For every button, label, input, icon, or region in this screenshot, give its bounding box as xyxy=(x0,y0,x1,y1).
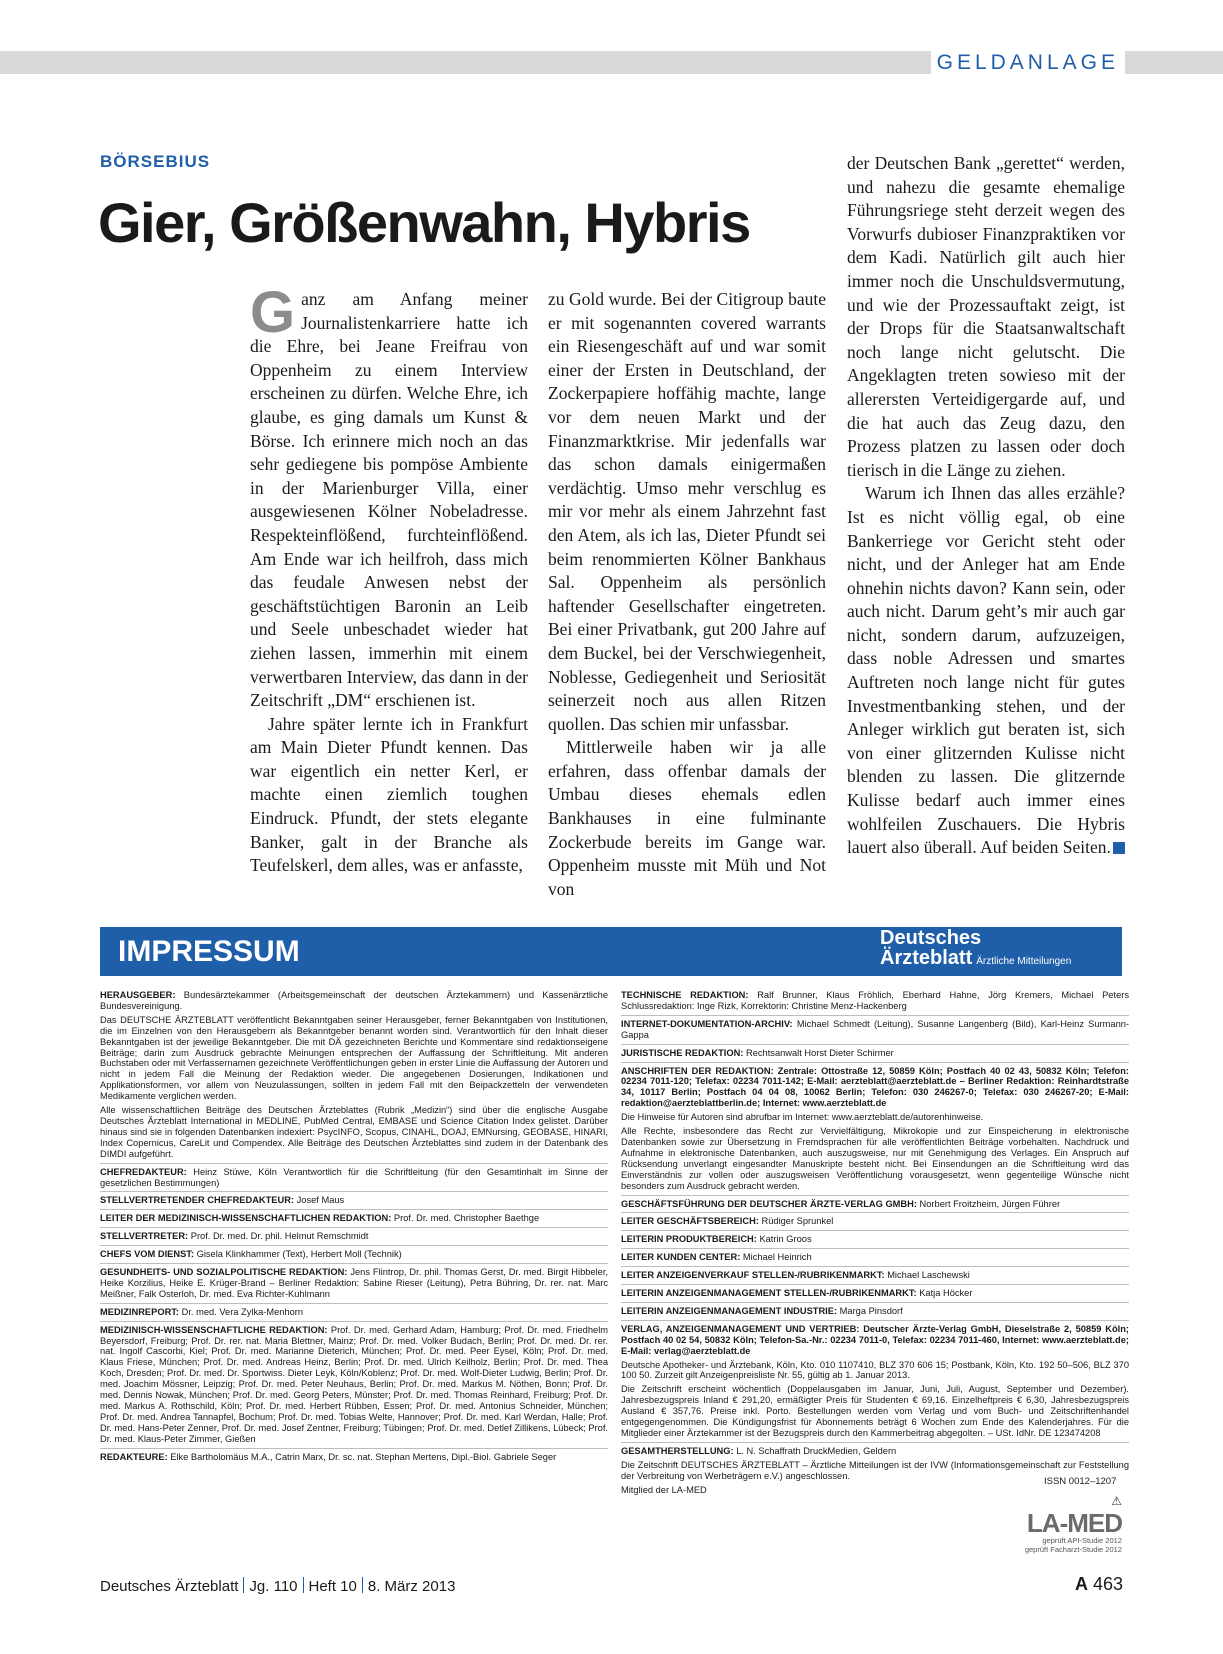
impressum-label: REDAKTEURE: xyxy=(100,1451,168,1462)
impressum-text: Gisela Klinkhammer (Text), Herbert Moll (Technik) xyxy=(196,1249,402,1260)
impressum-entry xyxy=(621,990,1129,1012)
impressum-text: Michael Heinrich xyxy=(742,1252,812,1263)
impressum-entry xyxy=(621,1360,1129,1382)
impressum-text: Bundesärztekammer (Arbeitsgemeinschaft der deutschen Ärztekammern) und Kassenärztliche Bundesvereinigung. xyxy=(100,990,608,1011)
impressum-label: GESUNDHEITS- UND SOZIALPOLITISCHE REDAKTION: xyxy=(100,1267,348,1278)
impressum-label: LEITERIN ANZEIGENMANAGEMENT INDUSTRIE: xyxy=(621,1305,838,1316)
impressum-text: Michael Laschewski xyxy=(887,1270,970,1281)
journal-logo xyxy=(880,928,1071,972)
article-column-2 xyxy=(548,288,826,901)
article-column-3 xyxy=(847,152,1125,860)
impressum-text: Katrin Groos xyxy=(759,1234,812,1245)
impressum-label: VERLAG, ANZEIGENMANAGEMENT UND VERTRIEB: xyxy=(621,1323,860,1334)
impressum-right-column xyxy=(621,990,1129,1499)
impressum-text: Katja Höcker xyxy=(919,1288,973,1299)
impressum-text: Prof. Dr. med. Christopher Baethge xyxy=(393,1213,540,1224)
impressum-text: Die Zeitschrift DEUTSCHES ÄRZTEBLATT – Ärztliche Mitteilungen ist der IVW (Informationsgemeinschaft zur Feststellung der Verbreitung von Werbeträgern e.V.) angeschlossen. xyxy=(621,1459,1129,1481)
issue: Heft 10 xyxy=(308,1578,357,1595)
impressum-entry xyxy=(621,1044,1129,1059)
end-mark-icon xyxy=(1113,842,1125,854)
impressum-label: GESAMTHERSTELLUNG: xyxy=(621,1445,734,1456)
page-prefix: A xyxy=(1074,1574,1088,1594)
impressum-entry xyxy=(621,1384,1129,1439)
article-paragraph: Mittlerweile haben wir ja alle erfahren, dass offenbar damals der Umbau dieses ehemals edlen Bankhauses in eine fulminante Zockerbude bereits im Gange war. Oppenheim musste mit Müh und Not von xyxy=(548,737,826,899)
impressum-text: Mitglied der LA-MED xyxy=(621,1484,707,1495)
article-paragraph: zu Gold wurde. Bei der Citigroup baute er mit sogenannten covered warrants ein Riesengeschäft auf und war somit einer der Ersten in Deutschland, der Zockerpapiere hoffähig machte, lange vor dem neuen Markt und der Finanzmarktkrise. Mir jedenfalls war das schon damals einigermaßen verdächtig. Umso mehr verschlug es mir vor mehr als einem Jahrzehnt fast den Atem, als ich las, Dieter Pfundt sei beim renommierten Kölner Bankhaus Sal. Oppenheim als persönlich haftender Gesellschafter eingetreten. Bei einer Privatbank, gut 200 Jahre auf dem Buckel, bei der Verschwiegenheit, Noblesse, Gediegenheit und Seriosität seinerzeit noch aus allen Ritzen quollen. Das schien mir unfassbar. xyxy=(548,289,826,734)
impressum-title: IMPRESSUM xyxy=(118,935,300,968)
footer-separator xyxy=(243,1577,244,1593)
impressum-text: Heinz Stüwe, Köln Verantwortlich für die Schriftleitung (für den Gesamtinhalt im Sinne der gesetzlichen Bestimmungen) xyxy=(100,1166,608,1188)
impressum-text: Alle wissenschaftlichen Beiträge des Deutschen Ärzteblattes (Rubrik „Medizin“) sind über die englische Ausgabe Deutsches Ärzteblatt International in MEDLINE, PubMed Central, EMBASE und Science Citation Index gelistet. Darüber hinaus sind sie in folgenden Datenbanken indexiert: PsycINFO, Scopus, CINAHL, DOAJ, EMNursing, GEOBASE, HINARI, Index Copernicus, CareLit und Compendex. Alle Beiträge des Deutschen Ärzteblattes sind zudem in der Datenbank des DIMDI aufgeführt. xyxy=(100,1105,608,1159)
impressum-label: CHEFS VOM DIENST: xyxy=(100,1249,195,1260)
impressum-label: ANSCHRIFTEN DER REDAKTION: xyxy=(621,1065,774,1076)
impressum-entry xyxy=(100,1321,608,1445)
lamed-logo: LA-MED xyxy=(1026,1508,1122,1538)
logo-line-2-text: Ärzteblatt xyxy=(880,947,973,969)
impressum-label: LEITERIN PRODUKTBEREICH: xyxy=(621,1234,757,1245)
paragraph-text: Warum ich Ihnen das alles erzähle? Ist es nicht völlig egal, ob eine Bankerriege vor Gericht steht oder nicht, und der Anleger hat am Ende ohnehin nichts davon? Kann sein, oder auch nicht. Darum geht’s mir auch gar nicht, sondern darum, aufzuzeigen, dass noble Adressen und smartes Auftreten noch lange nicht für gutes Investmentbanking stehen, und der Anleger wirklich gut beraten ist, sich von einer glitzernden Kulisse nicht blenden zu lassen. Die glitzernde Kulisse bedarf auch immer eines wohlfeilen Zuschauers. Die Hybris lauert also überall. Auf beiden Seiten. xyxy=(847,483,1125,858)
article-kicker: BÖRSEBIUS xyxy=(100,152,211,171)
impressum-entry xyxy=(100,990,608,1012)
logo-line-1: Deutsches xyxy=(880,927,982,949)
impressum-label: JURISTISCHE REDAKTION: xyxy=(621,1047,744,1058)
footer-separator xyxy=(362,1577,363,1593)
impressum-label: LEITER ANZEIGENVERKAUF STELLEN-/RUBRIKENMARKT: xyxy=(621,1270,885,1281)
impressum-left-column xyxy=(100,990,608,1466)
issue-date: 8. März 2013 xyxy=(367,1578,456,1595)
impressum-text: Zentrale: Ottostraße 12, 50859 Köln; Postfach 40 02 43, 50832 Köln; Telefon: 02234 7011-120; Telefax: 02234 7011-142; E-Mail: aerzteblatt@aerzteblatt.de – Berliner Redaktion: Reinhardtstraße 34, 10117 Berlin; Postfach 04 04 08, 10062 Berlin; Telefon: 030 246267-0; Telefax: 030 246267-20; E-Mail: redaktion@aerzteblattberlin.de; Internet: www.aerzteblatt.de xyxy=(621,1065,1129,1109)
impressum-entry xyxy=(100,1448,608,1463)
impressum-entry xyxy=(100,1263,608,1300)
impressum-text: Jens Flintrop, Dr. phil. Thomas Gerst, Dr. med. Birgit Hibbeler, Heike Korzilius, Heike E. Krüger-Brand – Berliner Redaktion: Sabine Rieser (Leitung), Petra Bühring, Dr. rer. nat. Marc Meißner, Falk Osterloh, Dr. med. Eva Richter-Kuhlmann xyxy=(100,1267,608,1299)
impressum-label: LEITERIN ANZEIGENMANAGEMENT STELLEN-/RUBRIKENMARKT: xyxy=(621,1288,917,1299)
impressum-entry xyxy=(621,1195,1129,1210)
impressum-label: LEITER DER MEDIZINISCH-WISSENSCHAFTLICHEN REDAKTION: xyxy=(100,1213,392,1224)
impressum-text: Michael Schmedt (Leitung), Susanne Langenberg (Bild), Karl-Heinz Surmann-Gappa xyxy=(621,1018,1130,1040)
impressum-text: Norbert Froitzheim, Jürgen Führer xyxy=(919,1198,1061,1209)
article-headline: Gier, Größenwahn, Hybris xyxy=(98,191,750,254)
impressum-text: Dr. med. Vera Zylka-Menhorn xyxy=(181,1306,304,1317)
impressum-text: Die Hinweise für Autoren sind abrufbar im Internet: www.aerzteblatt.de/autorenhinweise. xyxy=(621,1112,984,1123)
warning-triangle-icon: ⚠ xyxy=(1111,1494,1122,1508)
logo-line-2 xyxy=(880,948,1071,972)
impressum-text: Deutsche Apotheker- und Ärztebank, Köln, Kto. 010 1107410, BLZ 370 606 15; Postbank, Köln, Kto. 192 50–506, BLZ 370 100 50. Zurzeit gilt Anzeigenpreisliste Nr. 55, gültig ab 1. Januar 2013. xyxy=(621,1359,1129,1381)
impressum-entry xyxy=(100,1163,608,1189)
journal-name: Deutsches Ärzteblatt xyxy=(100,1578,239,1595)
impressum-text: Ralf Brunner, Klaus Fröhlich, Eberhard Hahne, Jörg Kremers, Michael Peters Schlussredaktion: Inge Rizk, Korrektorin: Christine Menz-Hackenberg xyxy=(621,990,1129,1011)
impressum-text: Rüdiger Sprunkel xyxy=(761,1216,834,1227)
impressum-text: Deutscher Ärzte-Verlag GmbH, Dieselstraße 2, 50859 Köln; Postfach 40 02 54, 50832 Köln; Telefon-Sa.-Nr.: 02234 7011-0, Telefax: 02234 7011-460, Internet: www.aerzteblatt.de; E-Mail: verlag@aerzteblatt.de xyxy=(621,1323,1129,1356)
article-paragraph xyxy=(250,280,528,713)
impressum-entry xyxy=(100,1105,608,1160)
article-column-1 xyxy=(250,280,528,878)
paragraph-text: anz am Anfang meiner Journalistenkarriere hatte ich die Ehre, bei Jeane Freifrau von Oppenheim zu einem Interview erscheinen zu dürfen. Welche Ehre, ich glaube, es ging damals um Kunst & Börse. Ich erinnere mich noch an das sehr gediegene bis pompöse Ambiente in der Marienburger Villa, einer ausgewiesenen Kölner Nobeladresse. Respekteinflößend, furchteinflößend. Am Ende war ich heilfroh, dass mich das feudale Anwesen nebst der geschäftstüchtigen Baronin an Leib und Seele unbeschadet wieder hat ziehen lassen, immerhin mit einem verwertbaren Interview, das dann in der Zeitschrift „DM“ erschienen ist. xyxy=(250,289,528,711)
impressum-text: Prof. Dr. med. Gerhard Adam, Hamburg; Prof. Dr. med. Friedhelm Beyersdorf, Freiburg; Prof. Dr. rer. nat. Maria Blettner, Mainz; Prof. Dr. med. Volker Budach, Berlin; Prof. Dr. med. Dr. rer. nat. Ingolf Cascorbi, Kiel; Prof. Dr. med. Marianne Dieterich, München; Prof. Dr. med. Peer Eysel, Köln; Prof. Dr. med. Klaus Friese, München; Prof. Dr. med. Andreas Heinz, Berlin; Prof. Dr. med. Ulrich Keilholz, Berlin; Prof. Dr. med. Thea Koch, Dresden; Prof. Dr. med. Dr. Sportwiss. Dieter Leyk, Köln/Koblenz; Prof. Dr. med. Wolf-Dieter Ludwig, Berlin; Prof. Dr. med. Joachim Mössner, Leipzig; Prof. Dr. med. Peter Neuhaus, Berlin; Prof. Dr. med. Markus M. Nöthen, Bonn; Prof. Dr. med. Dennis Nowak, München; Prof. Dr. med. Georg Peters, Münster; Prof. Dr. med. Thomas Reinhard, Freiburg; Prof. Dr. med. Markus A. Rothschild, Köln; Prof. Dr. med. Herbert Rübben, Essen; Prof. Dr. med. Antonius Schneider, München; Prof. Dr. med. Andrea Tannapfel, Bochum; Prof. Dr. med. Tobias Welte, Hannover; Prof. Dr. med. Karl Werdan, Halle; Prof. Dr. med. Hans-Peter Zenner, Prof. Dr. med. Josef Zentner, Freiburg; Tübingen; Prof. Dr. med. Detlef Zillikens, Lübeck; Prof. Dr. med. Klaus-Peter Zimmer, Gießen xyxy=(100,1324,609,1444)
issn: ISSN 0012–1207 xyxy=(1044,1476,1117,1487)
impressum-label: HERAUSGEBER: xyxy=(100,990,176,1000)
page-number-value: 463 xyxy=(1092,1574,1123,1594)
impressum-entry xyxy=(621,1320,1129,1357)
lamed-note: geprüft API-Studie 2012 xyxy=(1042,1536,1122,1545)
impressum-entry xyxy=(621,1015,1129,1041)
impressum-label: LEITER KUNDEN CENTER: xyxy=(621,1252,741,1263)
logo-subtitle: Ärztliche Mitteilungen xyxy=(976,956,1072,967)
impressum-text: Alle Rechte, insbesondere das Recht zur Vervielfältigung, Mikrokopie und zur Einspeicherung in elektronische Datenbanken sowie zur Übersetzung in Fremdsprachen für alle veröffentlichten Beiträge vorbehalten. Nachdruck und Aufnahme in elektronische Datenbanken, auch auszugsweise, nur mit Genehmigung des Verlages. Ein Anspruch auf Rücksendung unverlangt eingesandter Manuskripte besteht nicht. Bei Einsendungen an die Schriftleitung wird das Einverständnis zur vollen oder auszugsweisen Veröffentlichung vorausgesetzt, wenn gegenteilige Wünsche nicht besonders zum Ausdruck gebracht werden. xyxy=(621,1126,1129,1191)
impressum-entry xyxy=(621,1442,1129,1457)
impressum-entry xyxy=(100,1227,608,1242)
page-number xyxy=(1075,1574,1123,1595)
section-label: GELDANLAGE xyxy=(931,48,1125,78)
impressum-text: Die Zeitschrift erscheint wöchentlich (Doppelausgaben im Januar, Juni, Juli, August, September und Dezember). Jahresbezugspreis Inland € 291,20, ermäßigter Preis für Studenten € 69,16. Einzelheftpreis € 6,30, Jahresbezugspreis Ausland € 357,76. Preise inkl. Porto. Bestellungen werden vom Verlag und vom Buch- und Zeitschriftenhandel entgegengenommen. Die Kündigungsfrist für Abonnements beträgt 6 Wochen zum Ende des Kalenderjahres. Für die Mitglieder einer Ärztekammer ist der Bezugspreis durch den Kammerbeitrag abgegolten. – USt. IdNr. DE 123474208 xyxy=(621,1384,1129,1438)
impressum-entry xyxy=(621,1062,1129,1110)
article-paragraph xyxy=(847,482,1125,860)
impressum-entry xyxy=(621,1266,1129,1281)
impressum-text: L. N. Schaffrath DruckMedien, Geldern xyxy=(736,1445,897,1456)
impressum-entry xyxy=(621,1248,1129,1263)
lamed-badge xyxy=(1020,1492,1122,1554)
impressum-text: Elke Bartholomäus M.A., Catrin Marx, Dr. sc. nat. Stephan Mertens, Dipl.-Biol. Gabriele Seger xyxy=(170,1451,557,1462)
impressum-entry xyxy=(100,1015,608,1102)
impressum-entry xyxy=(100,1191,608,1206)
impressum-text: Prof. Dr. med. Dr. phil. Helmut Remschmidt xyxy=(190,1231,369,1242)
drop-cap: G xyxy=(250,280,296,345)
volume: Jg. 110 xyxy=(249,1578,298,1595)
lamed-note: geprüft Facharzt-Studie 2012 xyxy=(1024,1545,1122,1554)
impressum-entry xyxy=(621,1212,1129,1227)
impressum-label: GESCHÄFTSFÜHRUNG DER DEUTSCHER ÄRZTE-VERLAG GMBH: xyxy=(621,1198,917,1209)
article-paragraph: der Deutschen Bank „gerettet“ werden, und nahezu die gesamte ehemalige Führungsriege steht derzeit wegen des Vorwurfs dubioser Finanzpraktiken vor dem Kadi. Natürlich gilt auch hier immer noch die Unschuldsvermutung, und wie der Prozessauftakt zeigt, ist der Drops für die Staatsanwaltschaft noch lange nicht gelutscht. Die Angeklagten treten sowieso mit der allerersten Verteidigergarde auf, und die hat auch das Zeug dazu, den Prozess platzen zu lassen oder doch tierisch in die Länge zu ziehen. xyxy=(847,153,1125,480)
impressum-entry xyxy=(621,1126,1129,1191)
impressum-label: STELLVERTRETENDER CHEFREDAKTEUR: xyxy=(100,1195,295,1206)
impressum-entry xyxy=(100,1209,608,1224)
impressum-entry xyxy=(621,1112,1129,1123)
impressum-text: Rechtsanwalt Horst Dieter Schirmer xyxy=(746,1047,894,1058)
impressum-text: Das DEUTSCHE ÄRZTEBLATT veröffentlicht Bekanntgaben seiner Herausgeber, ferner Bekanntgaben von Institutionen, die im Einzelnen von den Herausgebern als Bekanntgeber benannt worden sind. Verantwortlich für den Inhalt dieser Bekanntgaben ist der jeweilige Bekanntgeber. Die mit DÄ gezeichneten Berichte und Kommentare sind redaktionseigene Beiträge; darin zum Ausdruck gebrachte Meinungen entsprechen der Auffassung der Schriftleitung. Mit anderen Buchstaben oder mit Verfassernamen gezeichnete Veröffentlichungen geben in erster Linie die Auffassung der Autoren und nicht in jedem Fall die Meinung der Redaktion wieder. Die angegebenen Dosierungen, Indikationen und Applikationsformen, vor allem von Neuzulassungen, sollten in jedem Fall mit den Beipackzetteln der verwendeten Medikamente verglichen werden. xyxy=(100,1014,608,1102)
impressum-text: Marga Pinsdorf xyxy=(839,1305,903,1316)
impressum-label: MEDIZINISCH-WISSENSCHAFTLICHE REDAKTION: xyxy=(100,1324,328,1335)
page-footer xyxy=(100,1577,455,1595)
footer-separator xyxy=(303,1577,304,1593)
impressum-label: LEITER GESCHÄFTSBEREICH: xyxy=(621,1216,759,1227)
impressum-entry xyxy=(621,1284,1129,1299)
impressum-text: Josef Maus xyxy=(296,1195,345,1206)
impressum-entry xyxy=(621,1230,1129,1245)
impressum-label: STELLVERTRETER: xyxy=(100,1231,189,1242)
impressum-entry xyxy=(100,1245,608,1260)
impressum-entry xyxy=(100,1303,608,1318)
impressum-label: MEDIZINREPORT: xyxy=(100,1306,180,1317)
impressum-label: INTERNET-DOKUMENTATION-ARCHIV: xyxy=(621,1018,793,1029)
impressum-label: CHEFREDAKTEUR: xyxy=(100,1166,187,1177)
impressum-label: TECHNISCHE REDAKTION: xyxy=(621,990,749,1000)
article-paragraph: Jahre später lernte ich in Frankfurt am Main Dieter Pfundt kennen. Das war eigentlich ein netter Kerl, er machte einen ziemlich toughen Eindruck. Pfundt, der stets elegante Banker, galt in der Branche als Teufelskerl, dem alles, was er anfasste, xyxy=(250,713,528,876)
impressum-entry xyxy=(621,1302,1129,1317)
